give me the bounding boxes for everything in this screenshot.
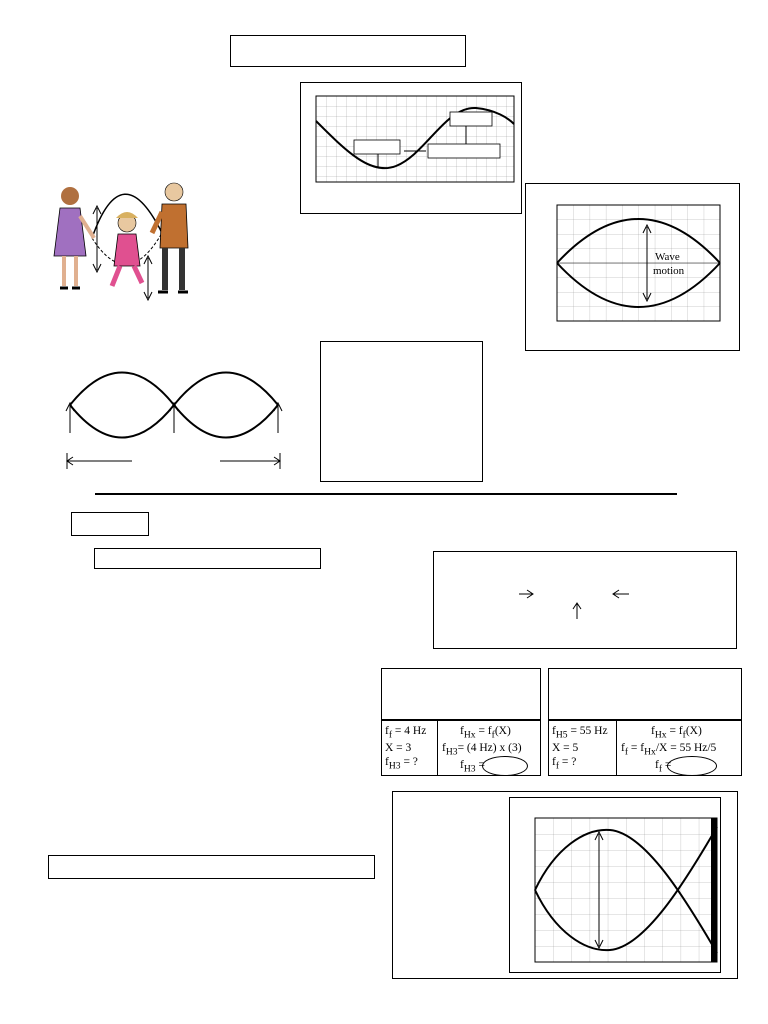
example1-answer (482, 756, 528, 776)
example1-question-box (381, 668, 541, 720)
example2-answer (667, 756, 717, 776)
example1-work: $f_{Hx} = f_f(X)$ $f_{H3}= (4$ Hz) x (3) $f_{H3}$ = (442, 725, 522, 775)
graph-wave-label: Wave (655, 251, 680, 263)
example2-question-box (548, 668, 742, 720)
graph-motion-label: motion (653, 265, 685, 277)
example2-divider (616, 720, 617, 776)
example2-given: $f_{H5} = 55$ Hz X = 5 $f_f$ = ? (552, 725, 608, 772)
example2-work: $f_{Hx} = f_f(X)$ $f_f = f_{Hx}/X = 55$ Hz/5 $f_f$ = (621, 725, 717, 775)
harmonics-table-title (48, 855, 375, 879)
frequency-arrows (433, 551, 737, 649)
example1-given: $f_f = 4$ Hz X = 3 $f_{H3}$ = ? (385, 725, 427, 772)
nonharmonic-graph (535, 818, 717, 962)
example1-divider (437, 720, 438, 776)
